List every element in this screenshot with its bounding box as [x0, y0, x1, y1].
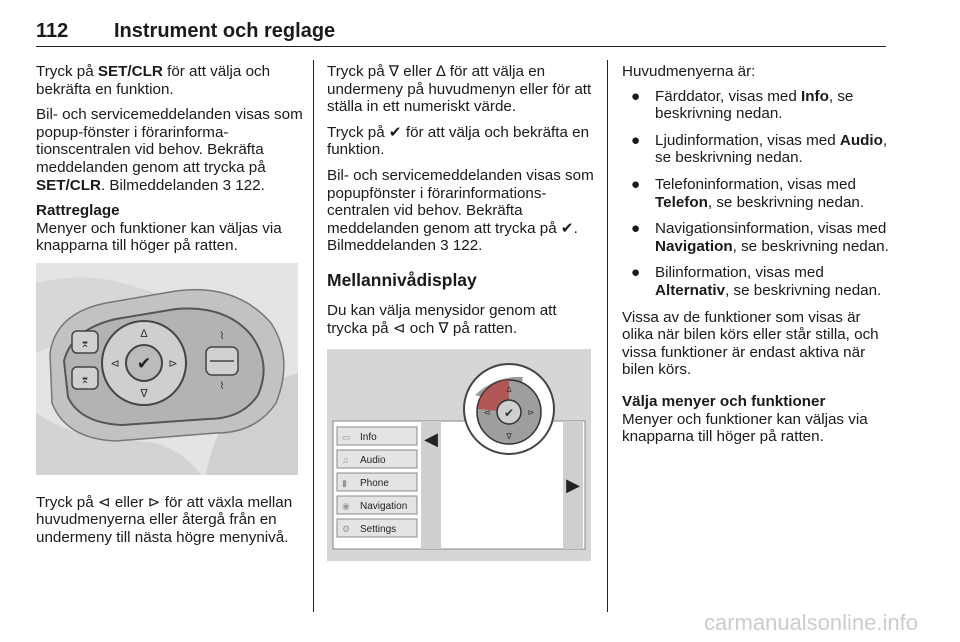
svg-text:⌆: ⌆: [80, 337, 90, 350]
right-arrow-icon: ⊳: [147, 493, 161, 511]
svg-text:✔: ✔: [136, 353, 152, 373]
paragraph: Menyer och funktioner kan väljas via knapparna till höger på ratten.: [36, 219, 282, 255]
paragraph: Vissa av de funktioner som visas är olika när bilen körs eller står stilla, och vissa funktioner är endast aktiva när bilen körs.: [622, 308, 879, 379]
svg-text:◉: ◉: [342, 501, 350, 512]
svg-text:∆: ∆: [140, 327, 148, 340]
section-heading: Mellannivådisplay: [327, 269, 477, 290]
paragraph: Du kan välja menysidor genom att trycka på ⊲ och ∇ på ratten.: [327, 301, 557, 337]
page-number: 112: [36, 20, 69, 42]
column-3: [622, 63, 890, 454]
column-divider-1: [313, 60, 314, 612]
bullet-icon: ●: [631, 264, 641, 282]
paragraph: Tryck på ⊲ eller ⊳ för att växla mellan huvudmenyerna eller återgå från en undermeny till nästa högre menynivå.: [36, 493, 293, 546]
paragraph: Huvudmenyerna är:: [622, 63, 756, 80]
subheading: Välja menyer och funktioner: [622, 392, 826, 410]
menu-list: [337, 427, 417, 537]
svg-text:✔: ✔: [503, 406, 515, 421]
svg-text:⊲: ⊲: [483, 408, 491, 418]
svg-text:▭: ▭: [342, 432, 351, 443]
list-item: ● Telefoninformation, visas med Telefon, se beskrivning nedan.: [631, 175, 865, 211]
menu-item-label: Info: [360, 432, 377, 444]
svg-text:⊲: ⊲: [110, 357, 120, 370]
page-ref-icon: 3: [222, 176, 232, 194]
up-arrow-icon: ∆: [436, 63, 446, 80]
subheading: Rattreglage: [36, 202, 120, 220]
page-header: [36, 12, 886, 47]
down-arrow-icon: ∇: [438, 319, 449, 337]
page-ref-icon: 3: [440, 237, 449, 255]
bullet-icon: ●: [631, 131, 641, 149]
svg-text:◀: ◀: [424, 429, 438, 450]
svg-text:▶: ▶: [566, 475, 580, 496]
menu-item-label: Phone: [360, 478, 389, 490]
bullet-icon: ●: [631, 175, 641, 193]
svg-text:⊳: ⊳: [168, 357, 178, 370]
paragraph: Tryck på SET/CLR för att välja och bekräfta en funktion.: [36, 63, 271, 98]
column-1: [36, 63, 304, 554]
watermark-logo: carmanualsonline.info: [703, 610, 918, 635]
bullet-icon: ●: [631, 220, 641, 238]
check-icon: ✔: [560, 219, 574, 237]
list-item: ● Bilinformation, visas med Alternativ, se beskrivning nedan.: [631, 264, 882, 299]
svg-text:∆: ∆: [506, 385, 512, 395]
column-divider-2: [607, 60, 608, 612]
paragraph: Menyer och funktioner kan väljas via knapparna till höger på ratten.: [622, 410, 868, 446]
driver-info-menu-figure: [327, 349, 591, 561]
check-icon: ✔: [388, 123, 402, 141]
svg-text:∇: ∇: [140, 387, 148, 400]
down-arrow-icon: ∇: [388, 63, 400, 80]
bullet-icon: ●: [631, 87, 641, 105]
paragraph: Tryck på ✔ för att välja och bekräfta en funktion.: [327, 123, 590, 159]
svg-text:⌆: ⌆: [80, 373, 90, 386]
svg-text:∇: ∇: [506, 432, 512, 442]
menu-item-label: Audio: [360, 455, 386, 467]
list-item: ● Färddator, visas med Info, se beskrivning nedan.: [631, 87, 854, 123]
menu-item-label: Navigation: [360, 501, 408, 513]
paragraph: Bil- och servicemeddelanden visas som popupfönster i förarinformations-centralen vid behov. Bekräfta meddelanden genom att trycka på ✔. Bilmeddelanden 3 122.: [327, 166, 594, 255]
left-arrow-icon: ⊲: [97, 493, 111, 511]
list-item: ● Ljudinformation, visas med Audio, se beskrivning nedan.: [631, 131, 888, 167]
list-item: ● Navigationsinformation, visas med Navigation, se beskrivning nedan.: [631, 220, 889, 255]
left-arrow-icon: ⊲: [392, 319, 406, 337]
column-2: [327, 63, 595, 566]
main-menu-list: [622, 88, 890, 300]
paragraph: Bil- och servicemeddelanden visas som popup-fönster i förarinforma-tionscentralen vid behov. Bekräfta meddelanden genom att trycka på SET/CLR. Bilmeddelanden 3 122.: [36, 106, 303, 194]
svg-text:♫: ♫: [342, 455, 349, 466]
menu-item-label: Settings: [360, 524, 397, 536]
svg-text:⚙: ⚙: [342, 524, 351, 535]
page-title: Instrument och reglage: [114, 20, 336, 42]
steering-wheel-controls-figure: [36, 263, 298, 475]
svg-text:⌇: ⌇: [219, 380, 225, 392]
svg-text:⊳: ⊳: [527, 408, 535, 418]
svg-text:▮: ▮: [342, 478, 347, 489]
paragraph: Tryck på ∇ eller ∆ för att välja en undermeny på huvudmenyn eller för att ställa in ett numeriskt värde.: [327, 63, 592, 116]
svg-text:⌇: ⌇: [219, 330, 225, 342]
